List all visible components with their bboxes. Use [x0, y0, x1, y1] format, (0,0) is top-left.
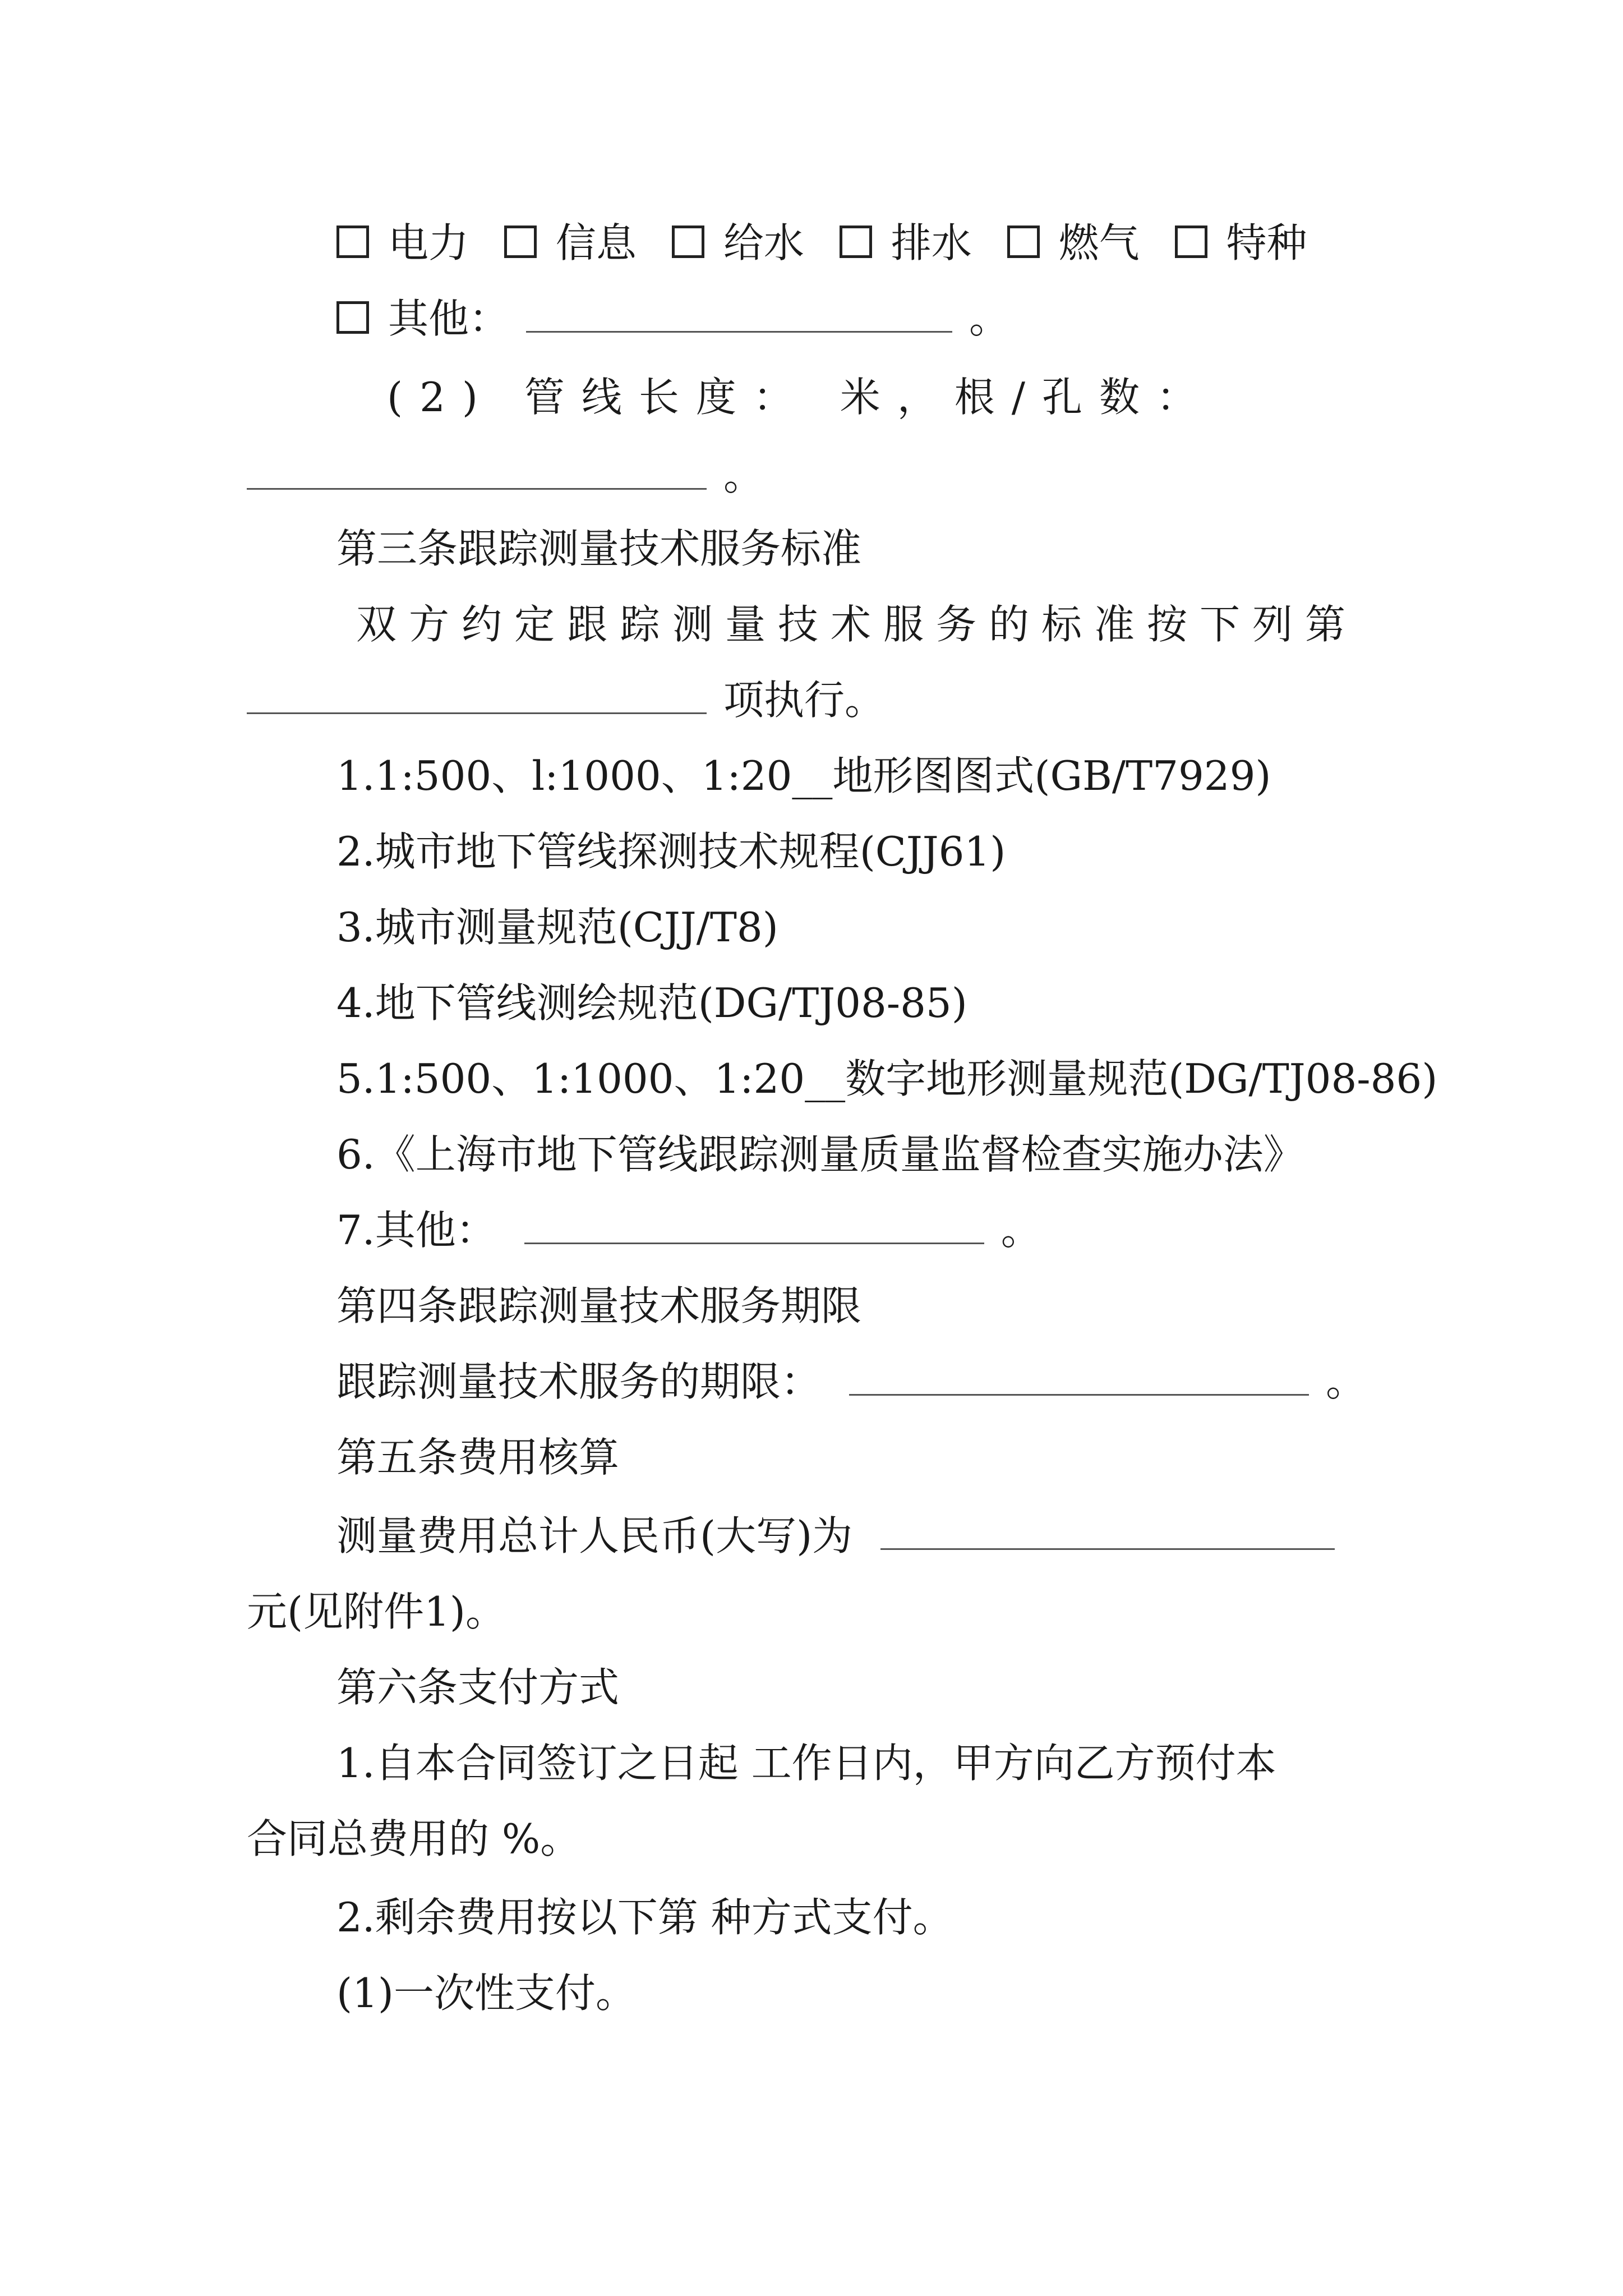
pipe-length-blank-row: 。	[247, 449, 764, 503]
standard-item: 1.1:500、l:1000、1:20__地形图图式(GB/T7929)	[336, 752, 1271, 799]
standard-item: 6.《上海市地下管线跟踪测量质量监督检查实施办法》	[336, 1131, 1304, 1178]
article-6-title: 第六条支付方式	[336, 1664, 620, 1711]
checkbox-icon[interactable]	[1007, 226, 1040, 258]
article-6-item-1-cont: 合同总费用的 %。	[247, 1815, 581, 1862]
standard-item: 3.城市测量规范(CJJ/T8)	[336, 904, 778, 951]
article-6-item-1: 1.自本合同签订之日起 工作日内，甲方向乙方预付本	[336, 1740, 1276, 1787]
article-6-item-2-option-1: (1)一次性支付。	[336, 1970, 636, 2017]
article-3-blank-row: 项执行。	[247, 673, 885, 727]
standard-item: 4.地下管线测绘规范(DG/TJ08-85)	[336, 979, 967, 1027]
checkbox-icon[interactable]	[672, 226, 704, 258]
option-other-row: 其他： 。	[336, 292, 1009, 346]
option-power[interactable]: 电力	[336, 219, 469, 266]
option-special[interactable]: 特种	[1175, 219, 1307, 266]
fill-blank[interactable]	[880, 1511, 1335, 1550]
article-5-title: 第五条费用核算	[336, 1434, 620, 1481]
article-3-text: 双方约定跟踪测量技术服务的标准按下列第	[356, 601, 1358, 648]
checkbox-icon[interactable]	[336, 226, 369, 258]
fill-blank[interactable]	[849, 1357, 1309, 1396]
article-4-text: 跟踪测量技术服务的期限： 。	[336, 1358, 1367, 1405]
option-telecom[interactable]: 信息	[504, 219, 637, 266]
fill-blank[interactable]	[526, 294, 952, 333]
fill-blank[interactable]	[247, 675, 707, 714]
article-6-item-2: 2.剩余费用按以下第 种方式支付。	[336, 1894, 953, 1941]
checkbox-icon[interactable]	[1175, 226, 1207, 258]
fill-blank[interactable]	[524, 1205, 984, 1244]
article-4-title: 第四条跟踪测量技术服务期限	[336, 1282, 862, 1329]
standard-item-other: 7.其他： 。	[336, 1207, 1041, 1254]
option-drainage[interactable]: 排水	[840, 219, 972, 266]
standard-item: 2.城市地下管线探测技术规程(CJJ61)	[336, 828, 1006, 875]
standard-item: 5.1:500、1:1000、1:20__数字地形测量规范(DG/TJ08-86)	[336, 1055, 1438, 1102]
article-5-text-cont: 元(见附件1)。	[247, 1588, 506, 1635]
option-gas[interactable]: 燃气	[1007, 219, 1140, 266]
option-water-supply[interactable]: 给水	[672, 219, 804, 266]
checkbox-icon[interactable]	[504, 226, 537, 258]
checkbox-icon[interactable]	[840, 226, 872, 258]
article-5-text: 测量费用总计人民币(大写)为	[336, 1509, 1352, 1563]
checkbox-icon[interactable]	[336, 301, 369, 334]
pipe-length-line: (2) 管线长度： 米，根/孔数：	[387, 374, 1214, 421]
utility-type-options	[336, 216, 1330, 270]
fill-blank[interactable]	[247, 451, 707, 490]
article-3-title: 第三条跟踪测量技术服务标准	[336, 525, 862, 572]
